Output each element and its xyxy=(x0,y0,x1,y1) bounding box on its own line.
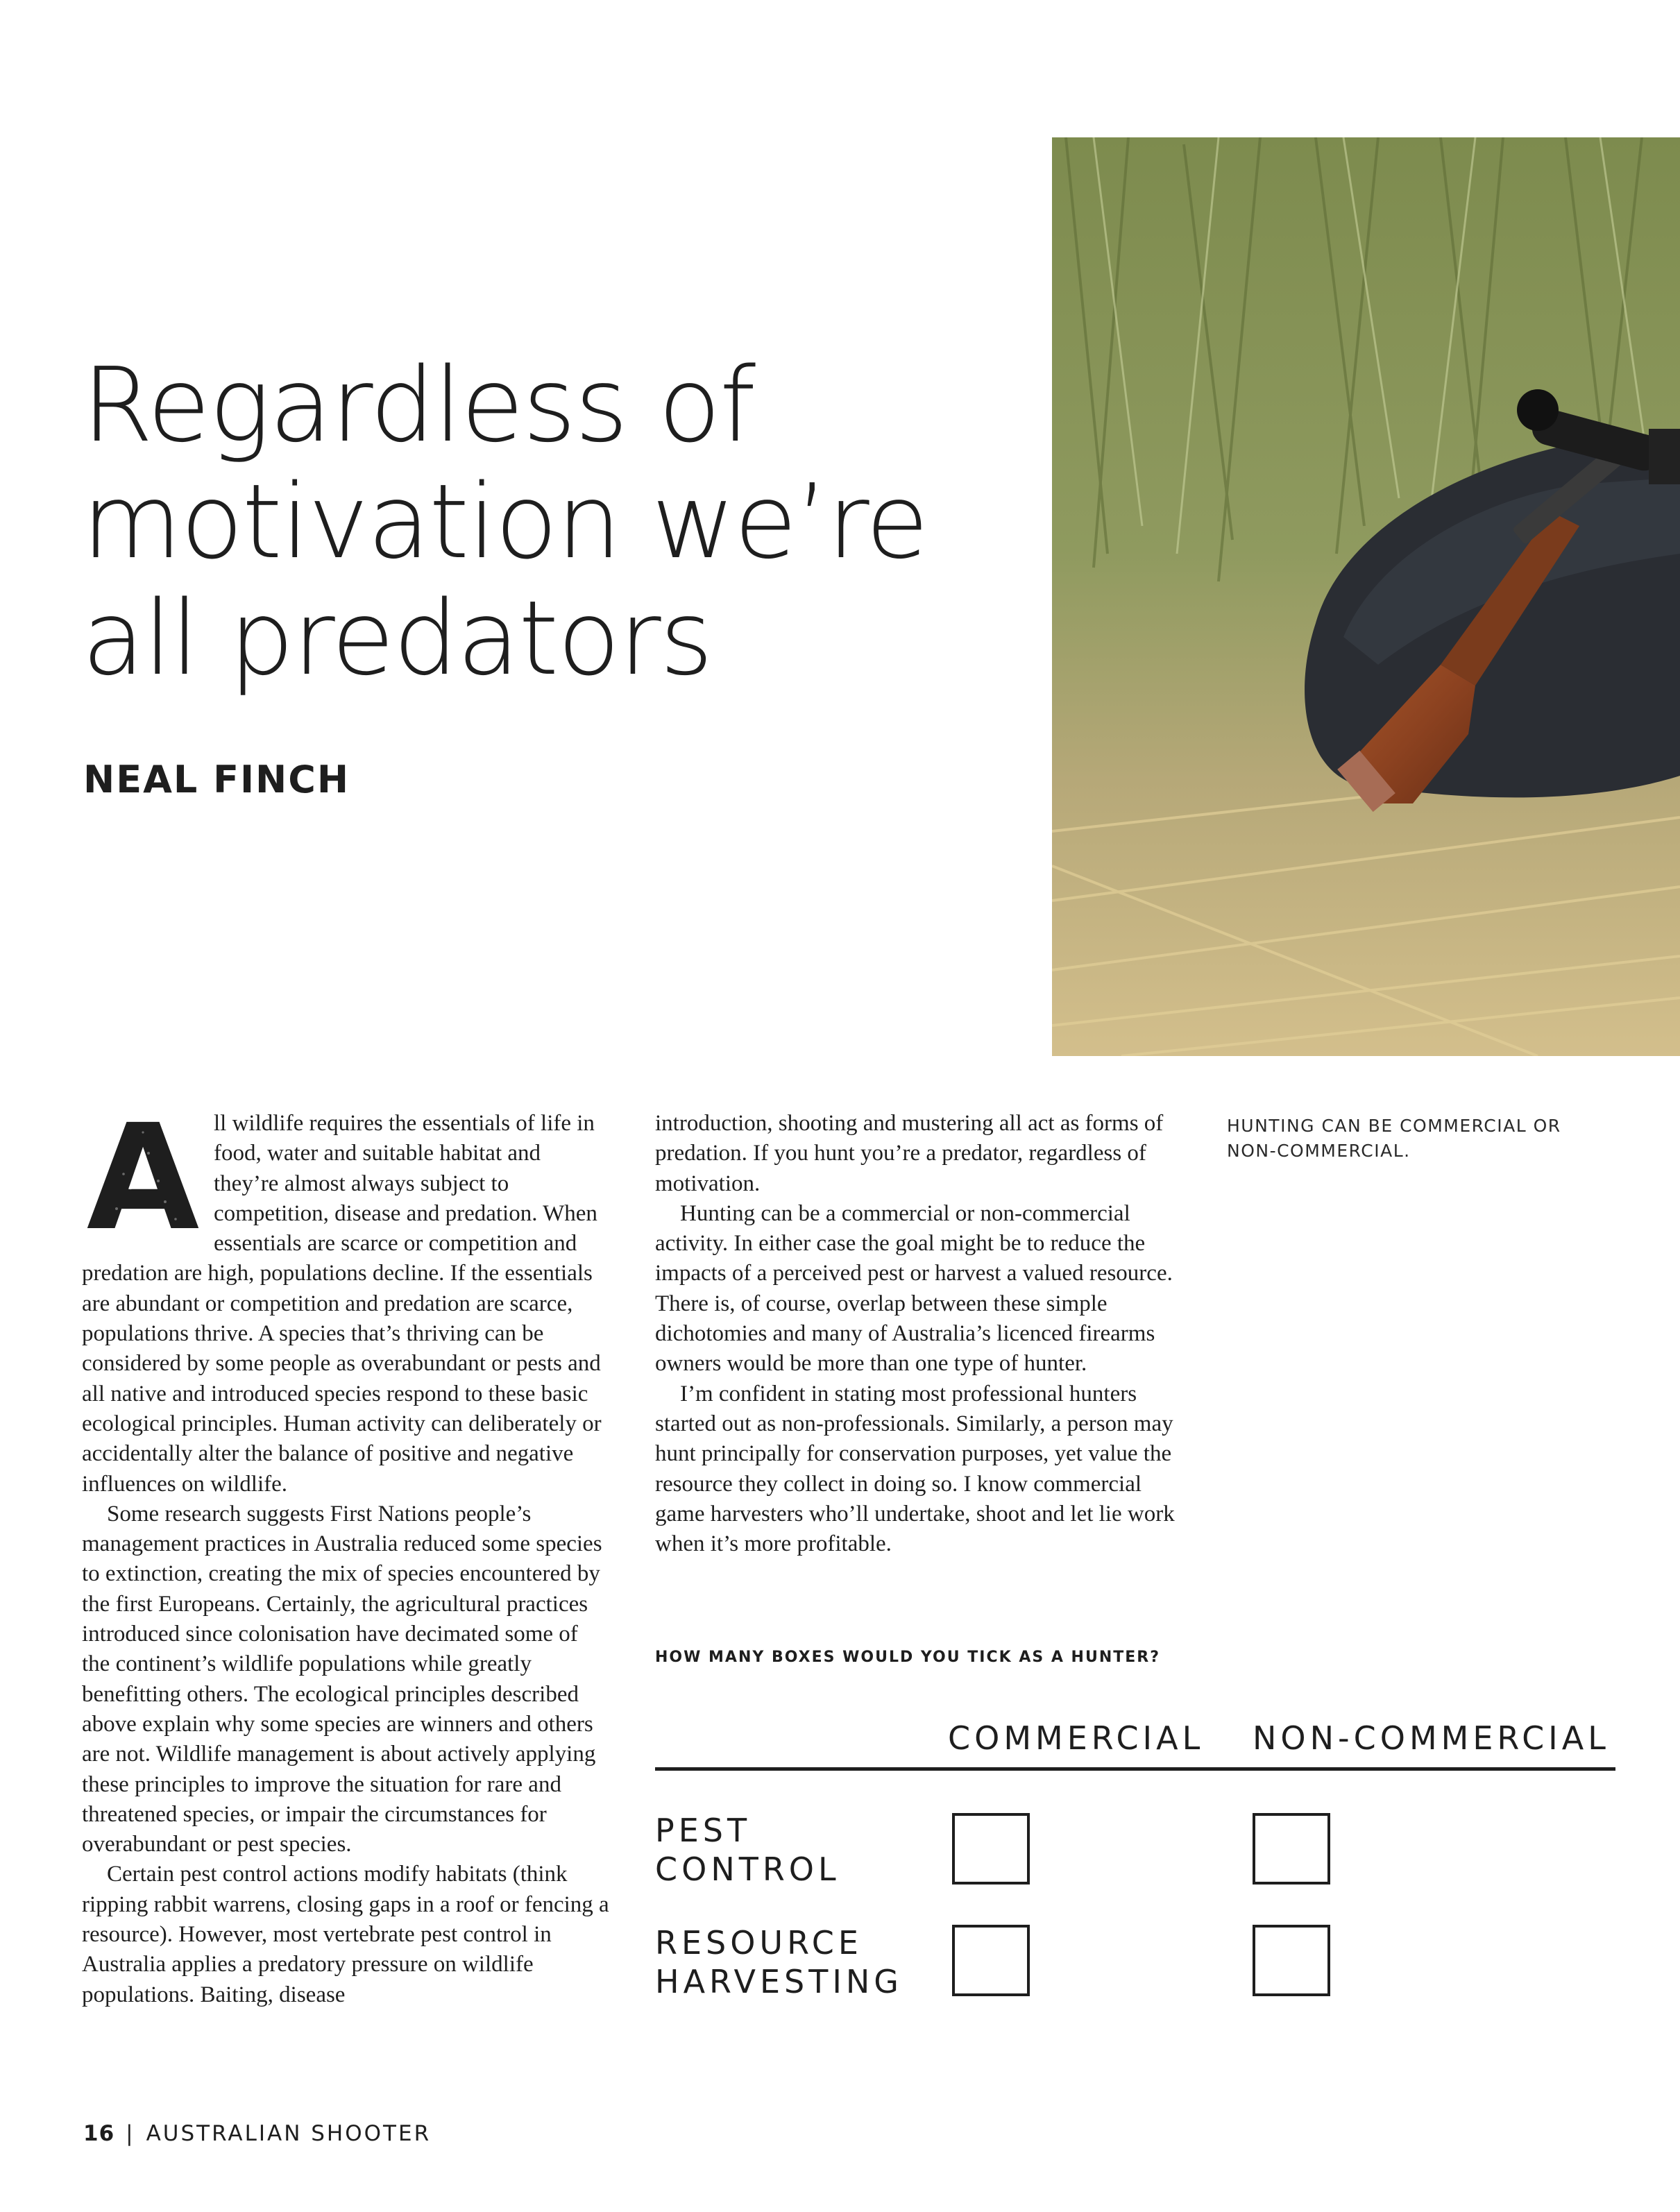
column-header-non-commercial: NON-COMMERCIAL xyxy=(1253,1719,1610,1757)
headline-line-1: Regardless of xyxy=(82,346,755,465)
checkbox-resource-harvesting-commercial[interactable] xyxy=(952,1925,1030,1996)
paragraph-3: Certain pest control actions modify habitats (think ripping rabbit warrens, closing gaps in a roof or fencing a resource). However, most vertebrate pest control in Australia applies a predatory pressure on wildlife populations. Baiting, disease xyxy=(82,1862,609,2007)
row-label-line: RESOURCE xyxy=(655,1924,863,1962)
row-label-line: CONTROL xyxy=(655,1851,840,1888)
paragraph-1: ll wildlife requires the essentials of life in food, water and suitable habitat and they’re almost always subject to competition, disease and predation. When essentials are scarce or competition and predation are high, populations decline. If the essentials are abundant or competition and predation are scarce, populations thrive. A species that’s thriving can be considered by some people as overabundant or pests and all native and introduced species respond to these basic ecological principles. Human activity can deliberately or accidentally alter the balance of positive and negative influences on wildlife. xyxy=(82,1111,602,1497)
checkbox-resource-harvesting-non-commercial[interactable] xyxy=(1253,1925,1330,1996)
page-footer xyxy=(83,2121,431,2146)
publication-name: AUSTRALIAN SHOOTER xyxy=(146,2121,432,2146)
checklist-question: HOW MANY BOXES WOULD YOU TICK AS A HUNTER? xyxy=(655,1649,1160,1666)
row-label-resource-harvesting xyxy=(655,1923,903,2001)
paragraph-6: I’m confident in stating most professional hunters started out as non-professionals. Similarly, a person may hunt principally for conservation purposes, yet value the resource they collect in doing so. I know commercial game harvesters who’ll undertake, shoot and let lie work when it’s more profitable. xyxy=(655,1381,1175,1557)
headline-line-2: motivation we’re xyxy=(82,462,928,581)
author-byline: NEAL FINCH xyxy=(83,758,350,801)
article-column-2 xyxy=(655,1109,1189,1559)
photo-caption: HUNTING CAN BE COMMERCIAL OR NON-COMMERCIAL. xyxy=(1227,1116,1561,1161)
hunting-photo-illustration xyxy=(1052,137,1680,1056)
row-label-line: PEST xyxy=(655,1812,752,1849)
checkbox-pest-control-non-commercial[interactable] xyxy=(1253,1813,1330,1885)
row-label-pest-control xyxy=(655,1811,840,1889)
drop-cap xyxy=(82,1112,204,1234)
paragraph-5: Hunting can be a commercial or non-commercial activity. In either case the goal might be to reduce the impacts of a perceived pest or harvest a valued resource. There is, of course, overlap between these simple dichotomies and many of Australia’s licenced firearms owners would be more than one type of hunter. xyxy=(655,1200,1173,1377)
drop-cap-letter-graphic xyxy=(82,1112,204,1234)
paragraph-2: Some research suggests First Nations people’s management practices in Australia reduced some species to extinction, creating the mix of species encountered by the first Europeans. Certainly, the agricultural practices introduced since colonisation have decimated some of the continent’s wildlife populations while greatly benefitting others. The ecological principles described above explain why some species are winners and others are not. Wildlife management is about actively applying these principles to improve the situation for rare and threatened species, or impair the circumstances for overabundant or pest species. xyxy=(82,1501,602,1857)
paragraph-4: introduction, shooting and mustering all act as forms of predation. If you hunt you’re a predator, regardless of motivation. xyxy=(655,1111,1164,1196)
headline-line-3: all predators xyxy=(82,579,712,698)
checkbox-pest-control-commercial[interactable] xyxy=(952,1813,1030,1885)
drop-cap-letter: A xyxy=(86,1112,200,1234)
row-label-line: HARVESTING xyxy=(655,1963,903,2000)
article-column-1 xyxy=(82,1109,609,2010)
article-headline xyxy=(82,347,1040,697)
article-photo xyxy=(1052,137,1680,1056)
footer-separator: | xyxy=(126,2121,135,2146)
column-header-commercial: COMMERCIAL xyxy=(948,1719,1205,1757)
page-number: 16 xyxy=(83,2121,115,2146)
table-header-rule xyxy=(655,1767,1615,1771)
